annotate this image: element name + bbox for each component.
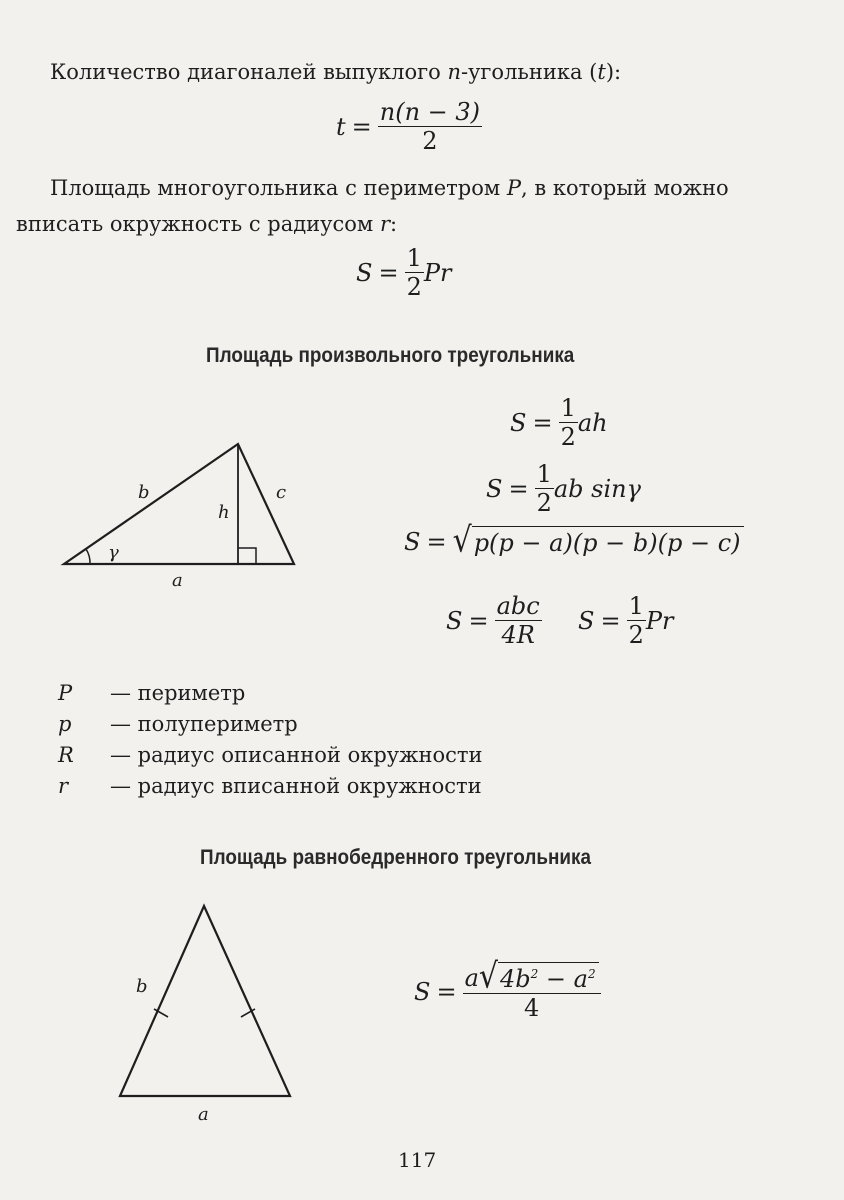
legend-item: P — периметр [58, 681, 246, 705]
heading-arbitrary-triangle: Площадь произвольного треугольника [206, 344, 575, 367]
label-a: a [198, 1104, 209, 1125]
formula-half-ab-sin: S = $\frac{1}{2}$ ab sinγ [486, 460, 641, 517]
page-number: 117 [398, 1148, 437, 1172]
label-b: b [136, 976, 148, 997]
isosceles-shape [120, 906, 290, 1096]
formula-half-ah: S = $\frac{1}{2}$ ah [510, 394, 608, 451]
isosceles-triangle-diagram [100, 896, 320, 1156]
angle-arc [86, 549, 90, 564]
heading-isosceles-triangle: Площадь равнобедренного треугольника [200, 846, 592, 869]
diagonals-text: Количество диагоналей выпуклого n-угольника (t): [50, 60, 622, 84]
label-b: b [138, 482, 150, 503]
legend-item: R — радиус описанной окружности [58, 743, 483, 767]
label-c: c [276, 482, 287, 503]
inscribed-text-line1: Площадь многоугольника с периметром P, в который можно [50, 176, 729, 200]
formula-heron: S = √ p(p − a)(p − b)(p − c) [404, 526, 744, 557]
isosceles-formula: S = a √ $4b^2 - a^2$ 4 [414, 962, 601, 1022]
label-a: a [172, 570, 183, 591]
inscribed-formula: S = $\frac{1}{2}$ Pr [356, 244, 452, 301]
label-h: h [218, 502, 230, 523]
inscribed-text-line2: вписать окружность с радиусом r: [16, 212, 398, 236]
triangle-shape [64, 444, 294, 564]
formula-half-pr: S = $\frac{1}{2}$ Pr [578, 592, 674, 649]
diagonals-formula: t = $\frac{n(n - 3)}{2}$ [336, 98, 481, 155]
legend-item: r — радиус вписанной окружности [58, 774, 482, 798]
formula-abc-4r: S = $\frac{\text{abc}}{4R}$ [446, 592, 540, 649]
legend [58, 678, 482, 802]
legend-item: p — полупериметр [58, 712, 298, 736]
label-gamma: γ [108, 542, 119, 563]
right-angle-mark [238, 548, 256, 564]
arbitrary-triangle-diagram [50, 430, 320, 600]
